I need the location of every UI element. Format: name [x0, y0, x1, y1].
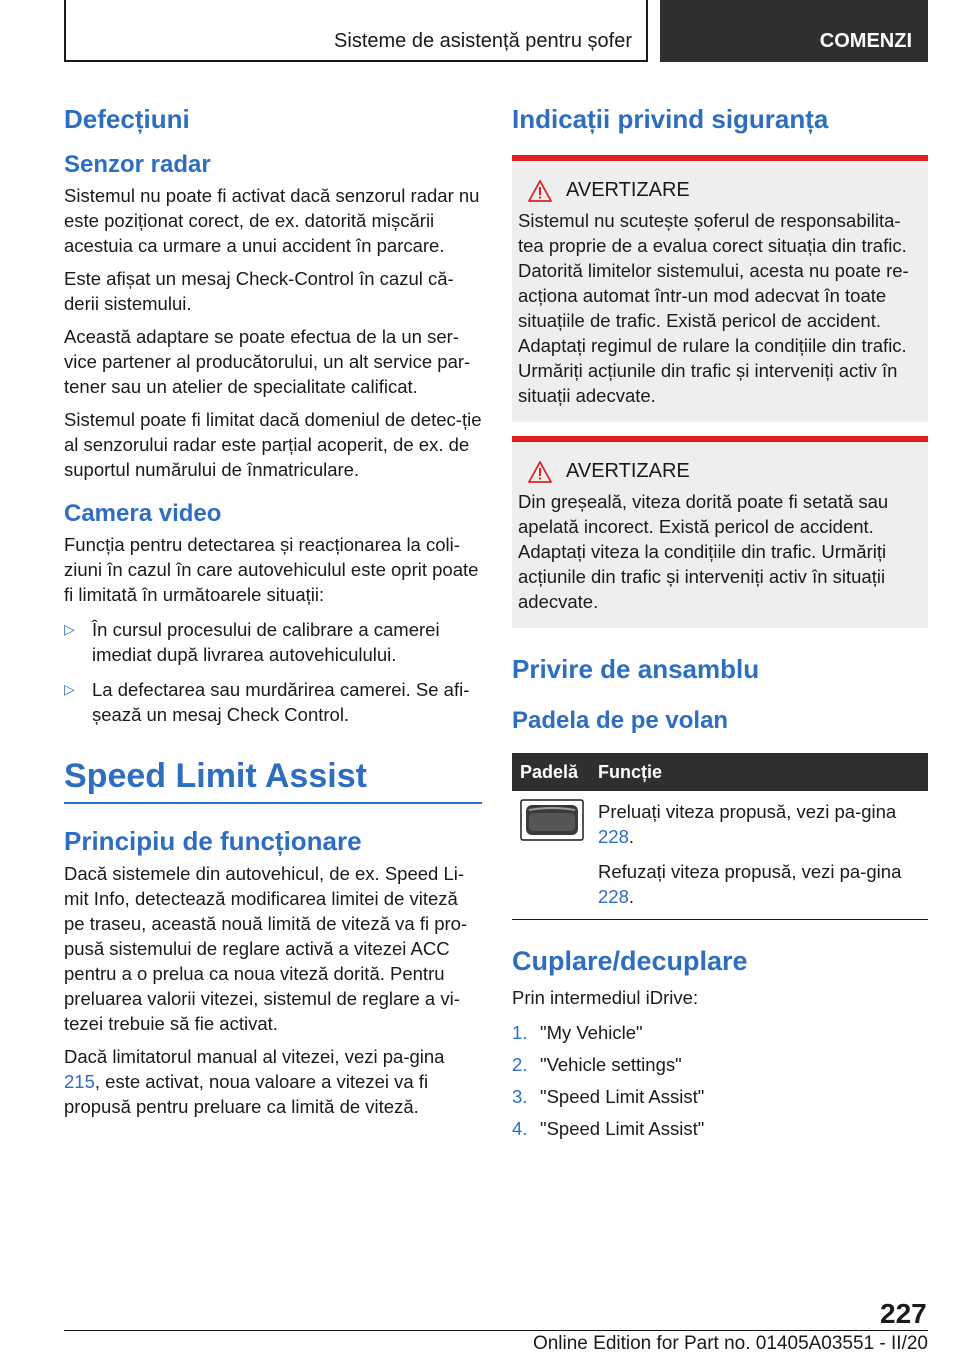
list-item: 1. "My Vehicle": [512, 1022, 643, 1043]
overview-heading: Privire de ansamblu: [512, 654, 760, 684]
radar-paragraph-3: Această adaptare se poate efectua de la un ser-vice partener al producătorului, un alt service par-tener sau un atelier de specialitate calificat.: [64, 326, 471, 397]
edition-footer: Online Edition for Part no. 01405A03551 - II/20: [532, 1333, 928, 1354]
warning-box-1: [512, 155, 928, 422]
camera-bullet-2: La defectarea sau murdărirea camerei. Se afi-șează un mesaj Check Control.: [92, 679, 470, 725]
warning-2-title: AVERTIZARE: [566, 460, 690, 482]
radar-heading: Senzor radar: [64, 151, 211, 178]
radar-paragraph-4: Sistemul poate fi limitat dacă domeniul de detec-ție al senzorului radar este parțial acoperit, de ex. de suportul numărului de înmatriculare.: [64, 409, 482, 480]
running-header: [64, 0, 648, 62]
page-link-228[interactable]: 228: [598, 826, 629, 847]
warning-1-title: AVERTIZARE: [566, 179, 690, 201]
principle-heading: Principiu de funcționare: [64, 826, 362, 856]
radar-paragraph-2: Este afișat un mesaj Check-Control în cazul că-derii sistemului.: [64, 268, 454, 314]
paddle-table: [512, 753, 928, 920]
warning-box-2: [512, 436, 928, 628]
principle-paragraph-2: Dacă limitatorul manual al vitezei, vezi pa-gina 215, este activat, noua valoare a vitezei va fi propusă pentru preluare ca limită de viteză.: [64, 1046, 445, 1117]
warning-triangle-icon: [528, 461, 552, 483]
list-item: 3. "Speed Limit Assist": [512, 1086, 705, 1107]
section-title: Sisteme de asistență pentru șofer: [334, 30, 632, 52]
table-row: [512, 791, 928, 920]
list-item: 2. "Vehicle settings": [512, 1054, 682, 1075]
camera-heading: Camera video: [64, 500, 222, 527]
left-column: [64, 96, 482, 1119]
warning-1-text: Sistemul nu scutește șoferul de responsabilita-tea proprie de a evalua corect situația din trafic. Datorită limitelor sistemului, acesta nu poate re-acționa automat într-un mod adecvat în toate situațiile de trafic. Există pericol de accident. Adaptați regimul de rulare la condițiile din trafic. Urmăriți acțiunile din trafic și interveniți activ în situații adecvate.: [518, 210, 909, 406]
toggle-heading: Cuplare/decuplare: [512, 946, 748, 976]
steps-list: [512, 1020, 928, 1141]
paddle-heading: Padela de pe volan: [512, 707, 729, 734]
defects-heading: Defecțiuni: [64, 104, 190, 134]
warning-triangle-icon: [528, 180, 552, 202]
page-number: 227: [880, 1298, 927, 1329]
accept-speed-text: Preluați viteza propusă, vezi pa-gina 228.: [598, 801, 897, 847]
table-header: [512, 753, 928, 791]
column-header-paddle: Padelă: [520, 761, 579, 782]
list-item: 4. "Speed Limit Assist": [512, 1118, 705, 1139]
camera-paragraph: Funcția pentru detectarea și reacționarea la coli-ziuni în cazul în care autovehiculul este oprit poate fi limitată în următoarele situații:: [64, 534, 479, 605]
steering-paddle-icon: [520, 799, 584, 841]
footer-divider: [64, 1330, 928, 1331]
safety-heading: Indicații privind siguranța: [512, 104, 829, 134]
chapter-tab-label: COMENZI: [819, 30, 912, 52]
triangle-bullet-icon: ▷: [64, 621, 75, 637]
toggle-intro: Prin intermediul iDrive:: [512, 987, 699, 1008]
column-header-function: Funcție: [598, 761, 663, 782]
triangle-bullet-icon: ▷: [64, 681, 75, 697]
right-column: [512, 96, 928, 1141]
radar-paragraph-1: Sistemul nu poate fi activat dacă senzorul radar nu este poziționat corect, de ex. datorită mișcării acestuia ca urmare a unui accident în parcare.: [64, 185, 480, 256]
chapter-tab: [660, 0, 928, 62]
principle-paragraph-1: Dacă sistemele din autovehicul, de ex. Speed Li-mit Info, detectează modificarea limitei de viteză pe traseu, această nouă limită de viteză va fi pro-pusă sistemului de reglare activă a vitezei ACC pentru a o prelua ca noua viteză dorită. Pentru preluarea valorii vitezei, sistemul de reglare a vi-tezei trebuie să fie activat.: [64, 863, 468, 1034]
reject-speed-text: Refuzați viteza propusă, vezi pa-gina 228.: [598, 861, 902, 907]
page-link-228[interactable]: 228: [598, 886, 629, 907]
sla-heading: Speed Limit Assist: [64, 757, 367, 795]
warning-2-text: Din greșeală, viteza dorită poate fi setată sau apelată incorect. Există pericol de accident. Adaptați viteza la condițiile din trafic. Urmăriți acțiunile din trafic și interveniți activ în situații adecvate.: [518, 491, 889, 612]
camera-bullet-1: În cursul procesului de calibrare a camerei imediat după livrarea autovehiculului.: [92, 619, 440, 665]
list-item: [64, 677, 482, 727]
list-item: [64, 617, 482, 667]
sla-heading-block: [64, 757, 482, 804]
page-link-215[interactable]: 215: [64, 1071, 95, 1092]
